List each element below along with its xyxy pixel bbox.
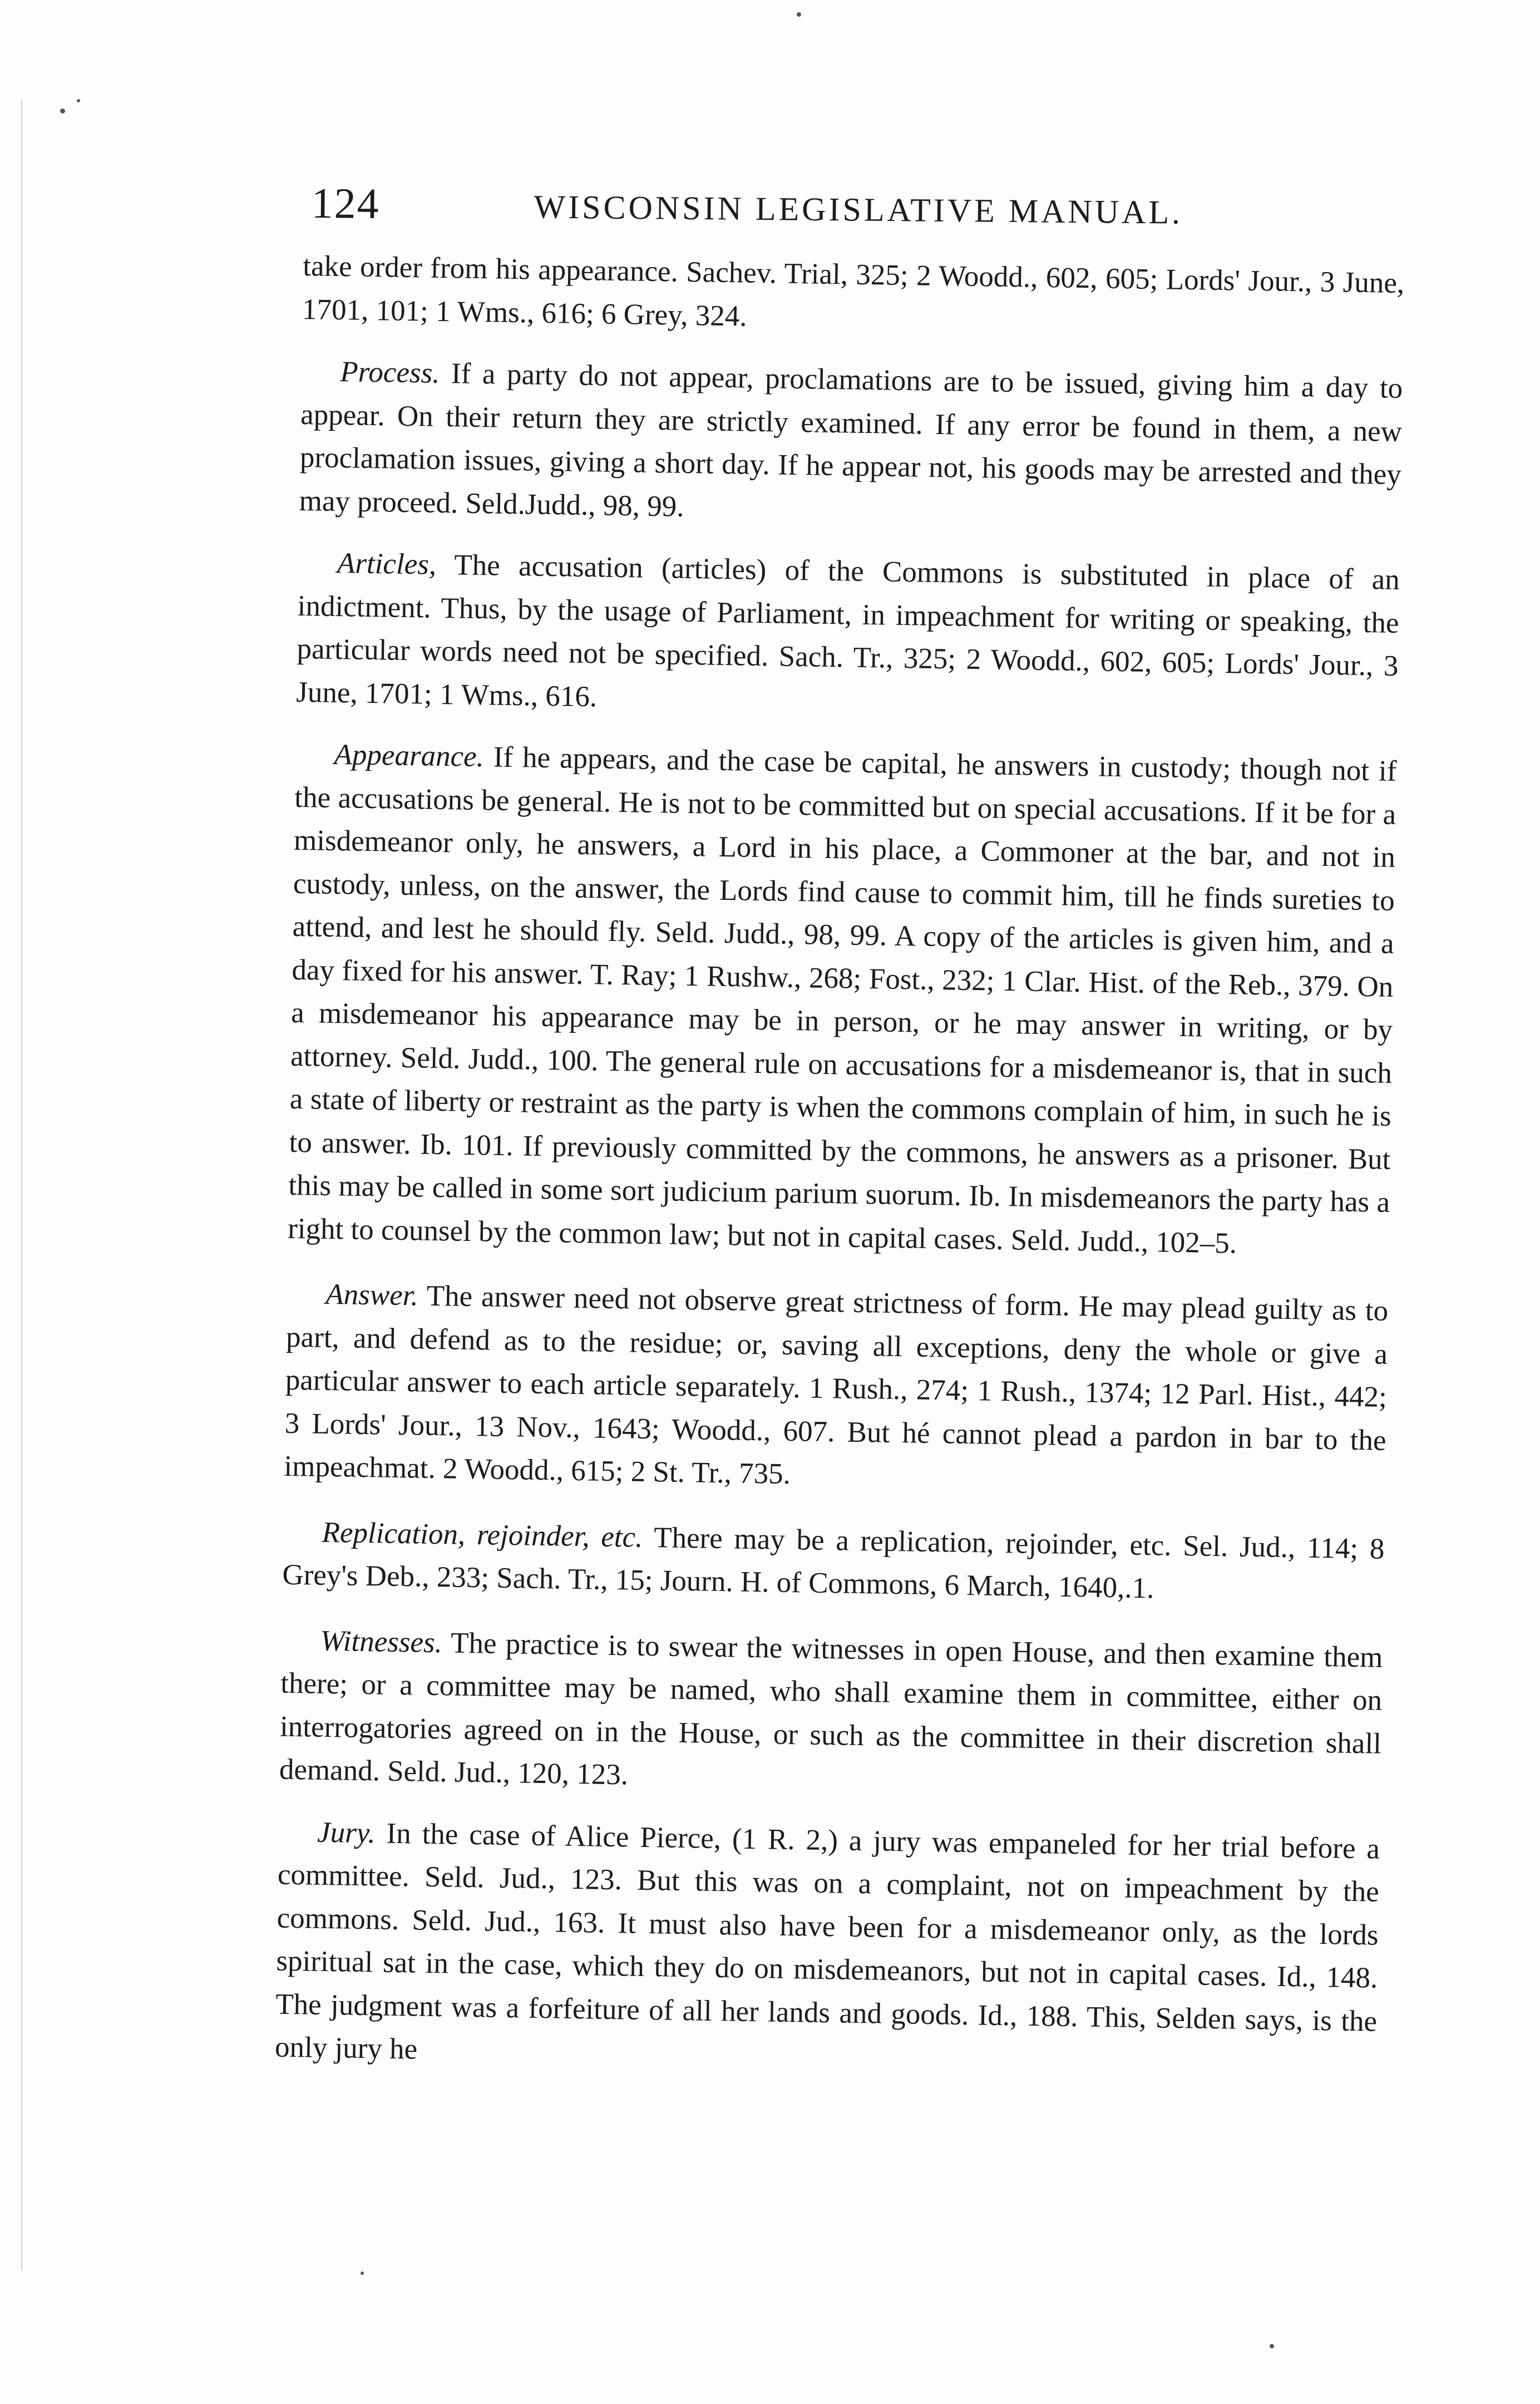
paragraph-text: There may be a replication, rejoinder, etc. Sel. Jud., 114; 8 Grey's Deb., 233; Sach. Tr., 15; Journ. H. of Commons, 6 March, 1640,.1.: [282, 1521, 1385, 1605]
paragraph-lead: Appearance.: [334, 738, 485, 774]
paragraph-text: In the case of Alice Pierce, (1 R. 2,) a jury was empaneled for her trial before a committee. Seld. Jud., 123. But this was on a complaint, not on impeachment by the commons. Seld. Jud., 163. It must also have been for a misdemeanor only, as the lords spiritual sat in the case, which they do on misdemeanors, but not in capital cases. Id., 148. The judgment was a forfeiture of all her lands and goods. Id., 188. This, Selden says, is the only jury he: [274, 1816, 1380, 2066]
paragraph-lead: Answer.: [325, 1278, 419, 1312]
paragraph-text: The answer need not observe great strictness of form. He may plead guilty as to part, and defend as to the residue; or, saving all exceptions, deny the whole or give a particular answer to each article separately. 1 Rush., 274; 1 Rush., 1374; 12 Parl. Hist., 442; 3 Lords' Jour., 13 Nov., 1643; Woodd., 607. But hé cannot plead a pardon in bar to the impeachmat. 2 Woodd., 615; 2 St. Tr., 735.: [284, 1279, 1389, 1491]
paragraph-witnesses: [279, 1619, 1383, 1809]
page-header: [311, 178, 1202, 247]
paragraph-text: If a party do not appear, proclamations are to be issued, giving him a day to appear. On their return they are strictly examined. If any error be found in them, a new proclamation issues, giving a short day. If he appear not, his goods may be arrested and they may proceed. Seld.Judd., 98, 99.: [299, 357, 1403, 523]
paragraph-continuation: [302, 245, 1405, 348]
body-text: [274, 245, 1405, 2105]
ink-speck: [797, 12, 801, 17]
page-number: 124: [311, 178, 380, 228]
paragraph-lead: Articles,: [337, 547, 437, 581]
paragraph-text: The accusation (articles) of the Commons is substituted in place of an indictment. Thus, by the usage of Parliament, in impeachment for writing or speaking, the particular words need not be specified. Sach. Tr., 325; 2 Woodd., 602, 605; Lords' Jour., 3 June, 1701; 1 Wms., 616.: [295, 548, 1400, 713]
paragraph-process: [299, 350, 1403, 540]
paragraph-lead: Jury.: [317, 1816, 376, 1849]
paragraph-lead: Replication, rejoinder, etc.: [322, 1516, 643, 1554]
running-head: WISCONSIN LEGISLATIVE MANUAL.: [534, 188, 1183, 231]
ink-speck: [60, 109, 65, 114]
ink-speck: [361, 2272, 364, 2275]
paragraph-articles: [296, 541, 1400, 731]
ink-speck: [77, 99, 80, 102]
paragraph-replication: [282, 1510, 1385, 1614]
scan-edge-line: [21, 100, 22, 2270]
paragraph-text: The practice is to swear the witnesses in open House, and then examine them there; or a committee may be named, who shall examine them in committee, either on interrogatories agreed on in the House, or such as the committee in their discretion shall demand. Seld. Jud., 120, 123.: [279, 1626, 1383, 1791]
paragraph-jury: [275, 1810, 1380, 2086]
paragraph-appearance: [288, 733, 1397, 1268]
paragraph-text: take order from his appearance. Sachev. Trial, 325; 2 Woodd., 602, 605; Lords' Jour., 3 June, 1701, 101; 1 Wms., 616; 6 Grey, 324.: [302, 249, 1405, 333]
paragraph-lead: Process.: [339, 356, 440, 390]
ink-speck: [1270, 2344, 1274, 2348]
paragraph-text: If he appears, and the case be capital, he answers in custody; though not if the accusations be general. He is not to be committed but on special accusations. If it be for a misdemeanor only, he answers, a Lord in his place, a Commoner at the bar, and not in custody, unless, on the answer, the Lords find cause to commit him, till he finds sureties to attend, and lest he should fly. Seld. Judd., 98, 99. A copy of the articles is given him, and a day fixed for his answer. T. Ray; 1 Rushw., 268; Fost., 232; 1 Clar. Hist. of the Reb., 379. On a misdemeanor his appearance may be in person, or he may answer in writing, or by attorney. Seld. Judd., 100. The general rule on accusations for a misdemeanor is, that in such a state of liberty or restraint as the party is when the commons complain of him, in such he is to answer. Ib. 101. If previously committed by the commons, he answers as a prisoner. But this may be called in some sort judicium parium suorum. Ib. In misdemeanors the party has a right to counsel by the common law; but not in capital cases. Seld. Judd., 102–5.: [287, 741, 1397, 1260]
paragraph-answer: [284, 1273, 1389, 1506]
paragraph-lead: Witnesses.: [320, 1624, 443, 1659]
